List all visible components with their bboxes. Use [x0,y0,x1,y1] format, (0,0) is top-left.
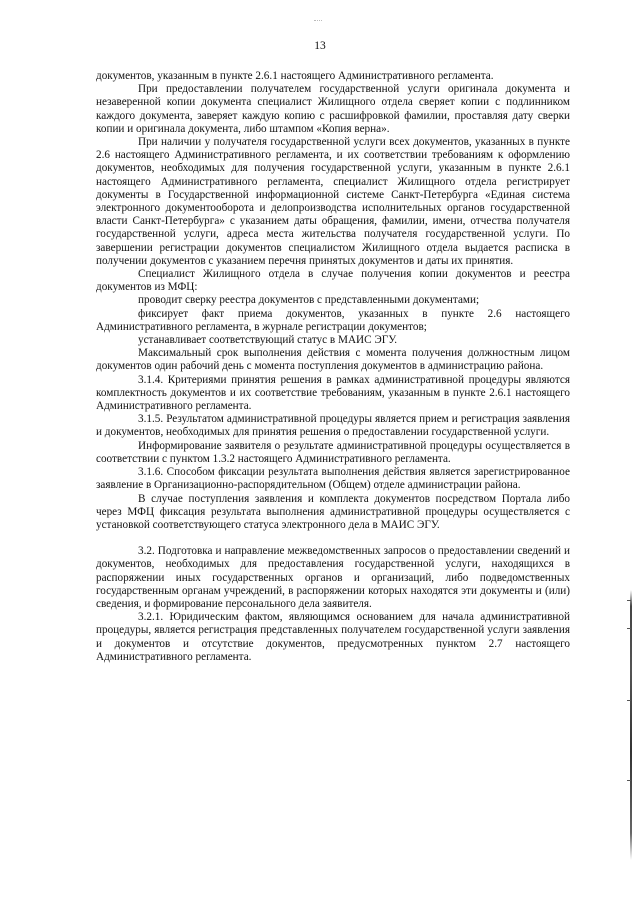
document-body [96,70,570,664]
paragraph: 3.1.4. Критериями принятия решения в рамках административной процедуры являются комплектность документов и их соответствие требованиям, указанным в пункте 2.6.1 настоящего Административного регламента. [96,373,570,413]
page-number: 13 [314,40,326,52]
paragraph: 3.1.6. Способом фиксации результата выполнения действия является зарегистрированное заявление в Организационно-распорядительном (Общем) отделе администрации района. [96,466,570,492]
paragraph: При наличии у получателя государственной услуги всех документов, указанных в пункте 2.6 настоящего Административного регламента, и их соответствии требованиям к оформлению документов, необходимых для получения государственной услуги, указанным в пункте 2.6.1 настоящего Административного регламента, специалист Жилищного отдела регистрирует документы в Государственной информационной системе Санкт-Петербурга «Единая система электронного документооборота и делопроизводства исполнительных органов государственной власти Санкт-Петербурга» с указанием даты обращения, фамилии, имени, отчества получателя государственной услуги, адреса места жительства получателя государственной услуги. По завершении регистрации документов специалистом Жилищного отдела выдается расписка в получении документов с указанием перечня принятых документов и даты их принятия. [96,136,570,267]
scan-edge-tick [627,628,631,629]
list-item: устанавливает соответствующий статус в МАИС ЭГУ. [138,334,398,347]
scan-artifact [314,20,322,22]
scan-edge-line [630,590,632,860]
list-item: проводит сверку реестра документов с представленными документами; [138,294,480,307]
scan-edge-tick [627,600,631,601]
paragraph: Специалист Жилищного отдела в случае получения копии документов и реестра документов из МФЦ: [96,268,570,294]
paragraph: Информирование заявителя о результате административной процедуры осуществляется в соответствии с пунктом 1.3.2 настоящего Административного регламента. [96,439,570,465]
paragraph: 3.1.5. Результатом административной процедуры является прием и регистрация заявления и документов, необходимых для принятия решения о предоставлении государственной услуги. [96,413,570,439]
paragraph: При предоставлении получателем государственной услуги оригинала документа и незаверенной копии документа специалист Жилищного отдела сверяет копии с подлинником каждого документа, заверяет каждую копию с расшифровкой фамилии, проставляя дату сверки копии и оригинала документа, либо штампом «Копия верна». [96,83,570,135]
paragraph: В случае поступления заявления и комплекта документов посредством Портала либо через МФЦ фиксация результата выполнения административной процедуры осуществляется с установкой соответствующего статуса электронного дела в МАИС ЭГУ. [96,492,570,531]
scan-edge-tick [627,700,631,701]
paragraph: документов, указанным в пункте 2.6.1 настоящего Административного регламента. [96,70,494,82]
list-item: фиксирует факт приема документов, указанных в пункте 2.6 настоящего Административного регламента, в журнале регистрации документов; [96,307,570,333]
paragraph: Максимальный срок выполнения действия с момента получения должностным лицом документов один рабочий день с момента поступления документов в администрацию района. [96,347,570,373]
section-heading-paragraph: 3.2. Подготовка и направление межведомственных запросов о предоставлении сведений и документов, необходимых для предоставления государственной услуги, находящихся в распоряжении иных государственных органов и организаций, либо подведомственных государственным органам учреждений, в распоряжении которых находятся эти документы и (или) сведения, и формирование персонального дела заявителя. [96,545,570,610]
scan-edge-tick [627,780,631,781]
paragraph: 3.2.1. Юридическим фактом, являющимся основанием для начала административной процедуры, является регистрация представленных получателем государственной услуги заявления и документов и отсутствие документов, предусмотренных пунктом 2.7 настоящего Административного регламента. [96,611,570,663]
